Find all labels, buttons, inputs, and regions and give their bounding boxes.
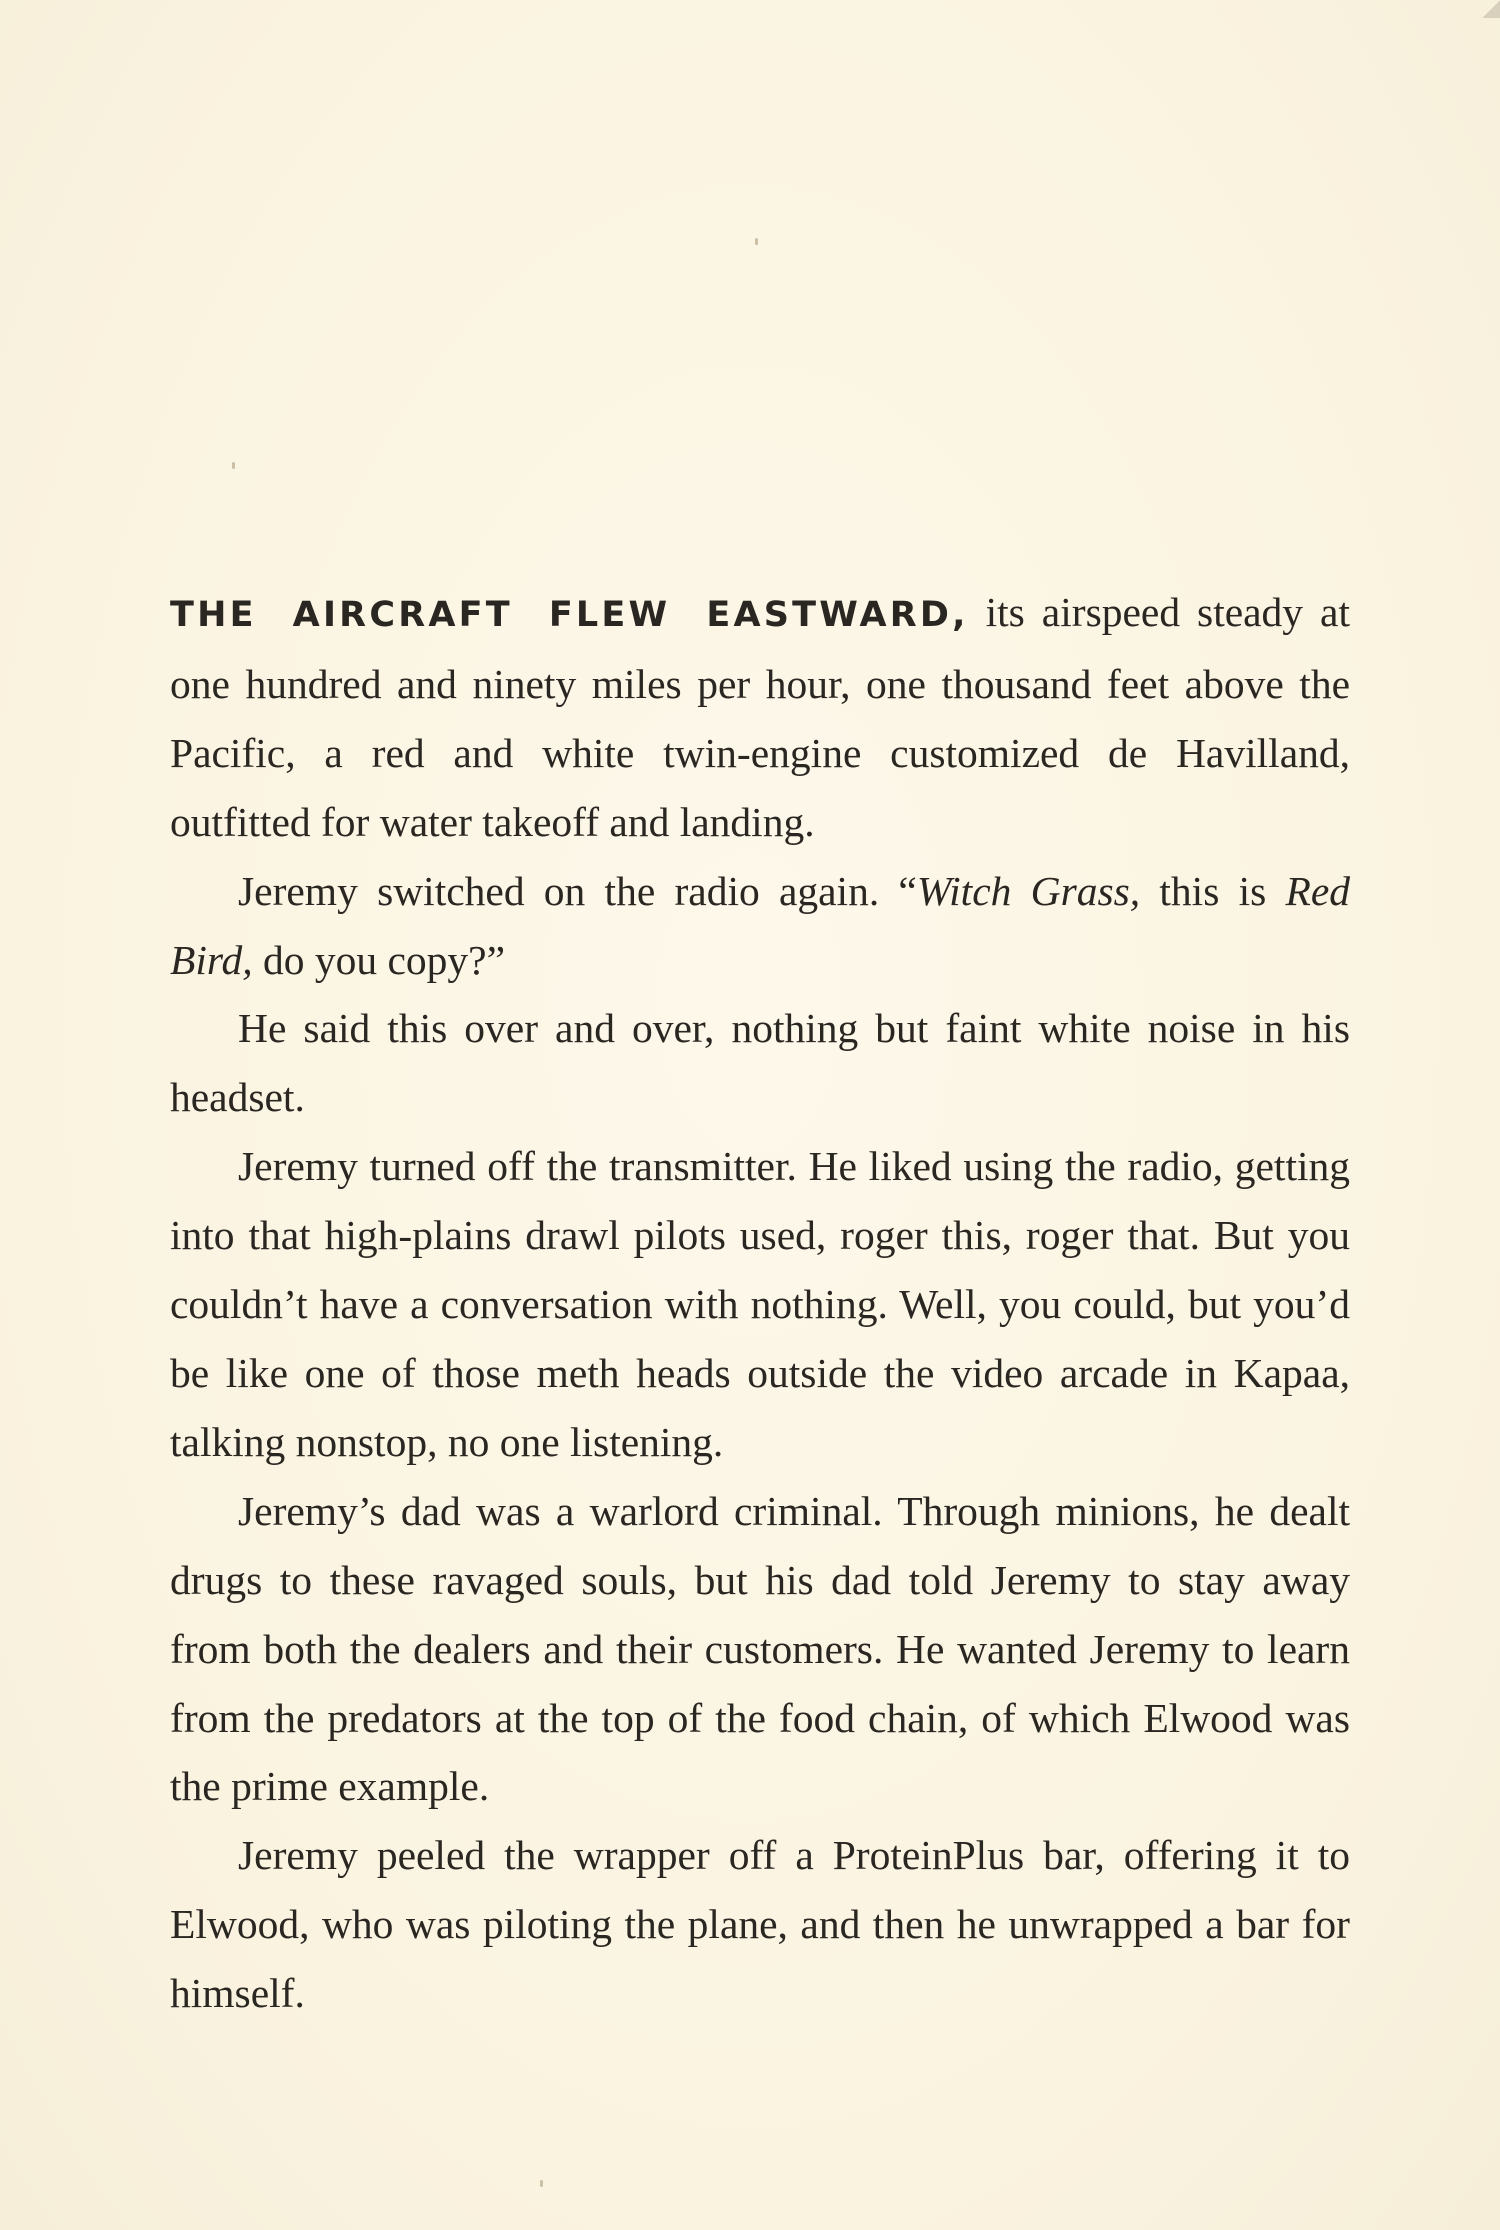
- text-segment: Jeremy switched on the radio again. “: [238, 867, 917, 914]
- italic-segment: Red Bird,: [170, 867, 1351, 983]
- paper-speck: [540, 2180, 543, 2187]
- text-segment: Jeremy peeled the wrapper off a ProteinPlus bar, offering it to Elwood, who was piloting the plane, and then he unwrapped a bar for himself.: [170, 1832, 1350, 2017]
- paper-speck: [755, 238, 758, 245]
- text-segment: its airspeed steady at one hundred and ninety miles per hour, one thousand feet above the Pacific, a red and white twin-engine customized de Havilland, outfitted for water takeoff and landing.: [170, 589, 1350, 845]
- paragraph-5: [170, 1477, 1350, 1822]
- text-segment: Jeremy turned off the transmitter. He liked using the radio, getting into that high-plains drawl pilots used, roger this, roger that. But you couldn’t have a conversation with nothing. Well, you could, but you’d be like one of those meth heads outside the video arcade in Kapaa, talking nonstop, no one listening.: [170, 1143, 1350, 1465]
- text-segment: He said this over and over, nothing but faint white noise in his headset.: [170, 1005, 1350, 1121]
- paragraph-3: [170, 994, 1350, 1132]
- paragraph-1: [170, 578, 1350, 857]
- page-corner-shadow: [1482, 0, 1500, 18]
- italic-segment: Witch Grass,: [916, 867, 1141, 914]
- paragraph-6: [170, 1821, 1350, 2028]
- body-text: [170, 578, 1350, 2028]
- text-segment: Jeremy’s dad was a warlord criminal. Through minions, he dealt drugs to these ravaged souls, but his dad told Jeremy to stay away from both the dealers and their customers. He wanted Jeremy to learn from the predators at the top of the food chain, of which Elwood was the prime example.: [170, 1487, 1350, 1810]
- text-segment: do you copy?”: [252, 936, 506, 983]
- paragraph-2: [170, 857, 1350, 995]
- chapter-opening-words: THE AIRCRAFT FLEW EASTWARD,: [170, 595, 969, 635]
- text-segment: this is: [1140, 867, 1286, 914]
- paragraph-4: [170, 1132, 1350, 1477]
- paper-speck: [232, 462, 235, 469]
